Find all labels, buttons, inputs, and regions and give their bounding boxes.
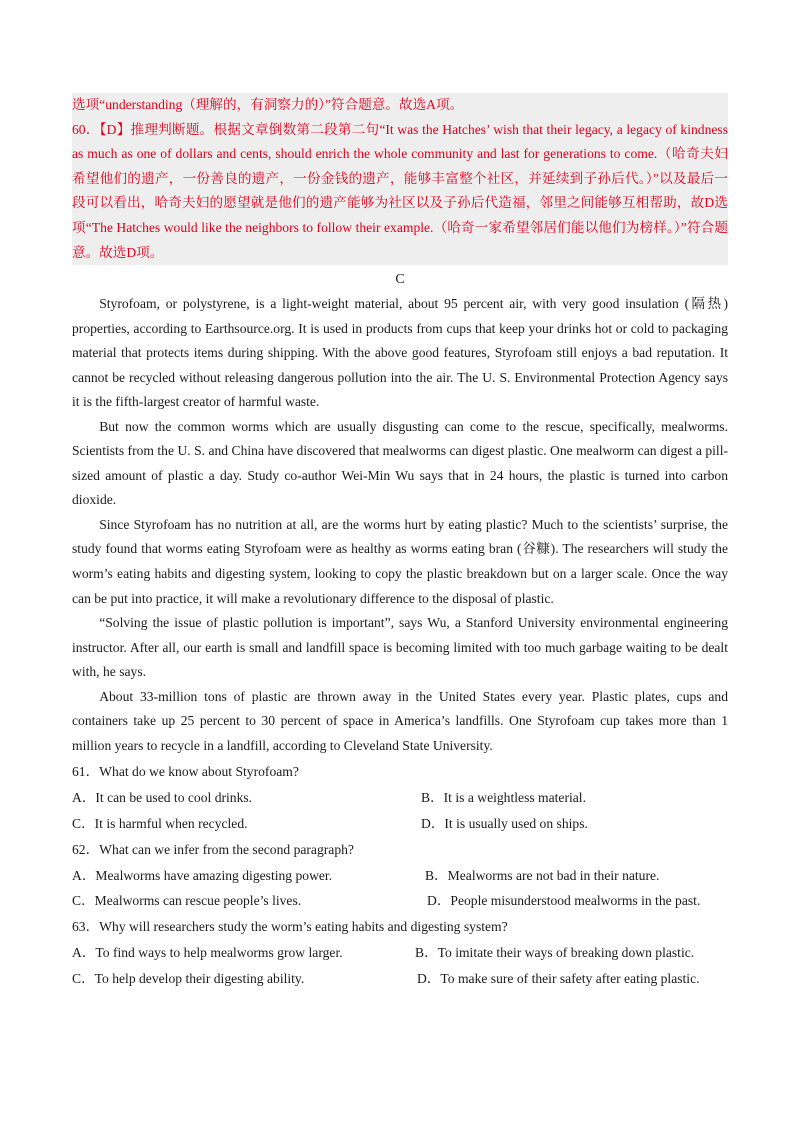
- question-stem: 61．What do we know about Styrofoam?: [72, 764, 299, 779]
- option-row: [72, 863, 728, 889]
- section-letter: C: [395, 272, 405, 287]
- answer-explanation-box: [72, 93, 728, 265]
- answer-line-2: 60．【D】推理判断题。根据文章倒数第二段第二句“It was the Hatches’ wish that their legacy, a legacy of kindness as much as one of dollars and cents, should enrich the whole community and last for generations to come.（哈奇夫妇希望他们的遗产，一份善良的遗产，一份金钱的遗产，能够丰富整个社区，并延续到子孙后代。）”以及最后一段可以看出，哈奇夫妇的愿望就是他们的遗产能够为社区以及子孙后代造福，邻里之间能够互相帮助，故D选项“The Hatches would like the neighbors to follow their example.（哈奇一家希望邻居们能以他们为榜样。）”符合题意。故选D项。: [72, 121, 728, 260]
- option-a: A．It can be used to cool drinks.: [72, 789, 253, 805]
- question-list: [72, 759, 728, 992]
- option-row: [72, 940, 728, 966]
- option-c: C．Mealworms can rescue people’s lives.: [72, 893, 302, 909]
- option-a: A．Mealworms have amazing digesting power.: [72, 867, 333, 883]
- passage-paragraph: Since Styrofoam has no nutrition at all, are the worms hurt by eating plastic? Much to the scientists’ surprise, the study found that worms eating Styrofoam were as healthy as worms eating bran (谷糠). The researchers will study the worm’s eating habits and digesting system, looking to copy the plastic breakdown but on a larger scale. Once the way can be put into practice, it will make a revolutionary difference to the disposal of plastic.: [72, 516, 728, 606]
- answer-line-1: 选项“understanding（理解的，有洞察力的）”符合题意。故选A项。: [72, 97, 464, 112]
- option-b: B．It is a weightless material.: [421, 789, 586, 805]
- option-c: C．It is harmful when recycled.: [72, 815, 248, 831]
- question-61: [72, 759, 728, 837]
- option-b: B．To imitate their ways of breaking down plastic.: [415, 945, 695, 961]
- passage-paragraph: “Solving the issue of plastic pollution is important”, says Wu, a Stanford University environmental engineering instructor. After all, our earth is small and landfill space is becoming limited with too much garbage waiting to be dealt with, he says.: [72, 615, 728, 680]
- reading-passage: [72, 292, 728, 758]
- option-d: D．People misunderstood mealworms in the past.: [427, 893, 701, 909]
- option-row: [72, 966, 728, 992]
- option-row: [72, 811, 728, 837]
- passage-paragraph: About 33-million tons of plastic are thrown away in the United States every year. Plastic plates, cups and containers take up 25 percent to 30 percent of space in America’s landfills. One Styrofoam cup takes more than 1 million years to recycle in a landfill, according to Cleveland State University.: [72, 688, 728, 753]
- passage-paragraph: But now the common worms which are usually disgusting can come to the rescue, specifically, mealworms. Scientists from the U. S. and China have discovered that mealworms can digest plastic. One mealworm can digest a pill-sized amount of plastic a day. Study co-author Wei-Min Wu says that in 24 hours, the plastic is turned into carbon dioxide.: [72, 418, 728, 508]
- question-stem: 63．Why will researchers study the worm’s eating habits and digesting system?: [72, 919, 508, 935]
- question-63: [72, 914, 728, 992]
- option-b: B．Mealworms are not bad in their nature.: [425, 867, 660, 883]
- passage-paragraph: Styrofoam, or polystyrene, is a light-weight material, about 95 percent air, with very good insulation (隔热) properties, according to Earthsource.org. It is used in products from cups that keep your drinks hot or cold to packaging material that protects items during shipping. With the above good features, Styrofoam still enjoys a bad reputation. It cannot be recycled without releasing dangerous pollution into the air. The U. S. Environmental Protection Agency says it is the fifth-largest creator of harmful waste.: [72, 296, 728, 410]
- option-c: C．To help develop their digesting ability.: [72, 971, 305, 987]
- question-stem: 62．What can we infer from the second paragraph?: [72, 841, 354, 857]
- option-a: A．To find ways to help mealworms grow larger.: [72, 945, 343, 961]
- option-row: [72, 888, 728, 914]
- option-d: D．To make sure of their safety after eating plastic.: [417, 971, 700, 987]
- option-d: D．It is usually used on ships.: [421, 815, 588, 831]
- question-62: [72, 837, 728, 915]
- option-row: [72, 785, 728, 811]
